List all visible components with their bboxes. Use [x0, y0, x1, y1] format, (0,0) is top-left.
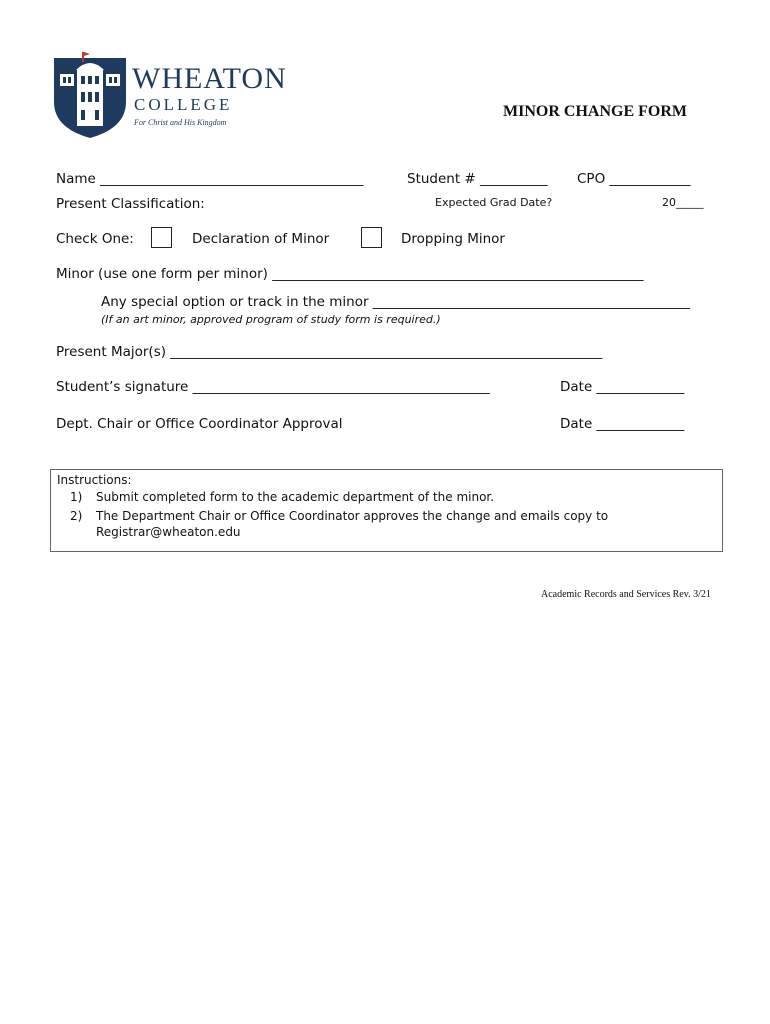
- instructions-box: [50, 469, 723, 552]
- grad-year-field[interactable]: 20_____: [662, 196, 704, 209]
- special-option-field[interactable]: Any special option or track in the minor _______________________________________________: [101, 294, 691, 310]
- approval-label: Dept. Chair or Office Coordinator Approval: [56, 416, 343, 432]
- logo-subwordmark: COLLEGE: [134, 95, 233, 114]
- signature-field[interactable]: Student’s signature ____________________________________________: [56, 379, 490, 395]
- declaration-checkbox[interactable]: [151, 227, 172, 248]
- college-crest-icon: [52, 50, 128, 140]
- check-one-label: Check One:: [56, 231, 134, 247]
- dropping-checkbox[interactable]: [361, 227, 382, 248]
- dropping-label: Dropping Minor: [401, 231, 505, 247]
- instruction-number: 1): [70, 490, 83, 504]
- student-number-field[interactable]: Student # __________: [407, 171, 548, 187]
- declaration-label: Declaration of Minor: [192, 231, 330, 247]
- approval-date-field[interactable]: Date _____________: [560, 416, 685, 432]
- footer-revision: Academic Records and Services Rev. 3/21: [541, 589, 711, 600]
- logo-wordmark: WHEATON: [132, 62, 287, 95]
- instruction-text: The Department Chair or Office Coordinator approves the change and emails copy to: [96, 509, 609, 523]
- cpo-field[interactable]: CPO ____________: [577, 171, 691, 187]
- instruction-number: 2): [70, 509, 83, 523]
- signature-date-field[interactable]: Date _____________: [560, 379, 685, 395]
- art-minor-note: (If an art minor, approved program of study form is required.): [101, 313, 441, 326]
- grad-date-label: Expected Grad Date?: [435, 196, 553, 209]
- minor-field[interactable]: Minor (use one form per minor) _______________________________________________________: [56, 266, 644, 282]
- classification-label: Present Classification:: [56, 196, 205, 212]
- logo-motto: For Christ and His Kingdom: [134, 118, 227, 127]
- wheaton-college-logo: [52, 50, 302, 140]
- instructions-heading: Instructions:: [57, 473, 132, 487]
- major-field[interactable]: Present Major(s) ________________________________________________________________: [56, 344, 603, 360]
- name-field[interactable]: Name _______________________________________: [56, 171, 364, 187]
- form-title: MINOR CHANGE FORM: [503, 103, 687, 120]
- registrar-email[interactable]: Registrar@wheaton.edu: [96, 525, 241, 539]
- instruction-text: Submit completed form to the academic department of the minor.: [96, 490, 495, 504]
